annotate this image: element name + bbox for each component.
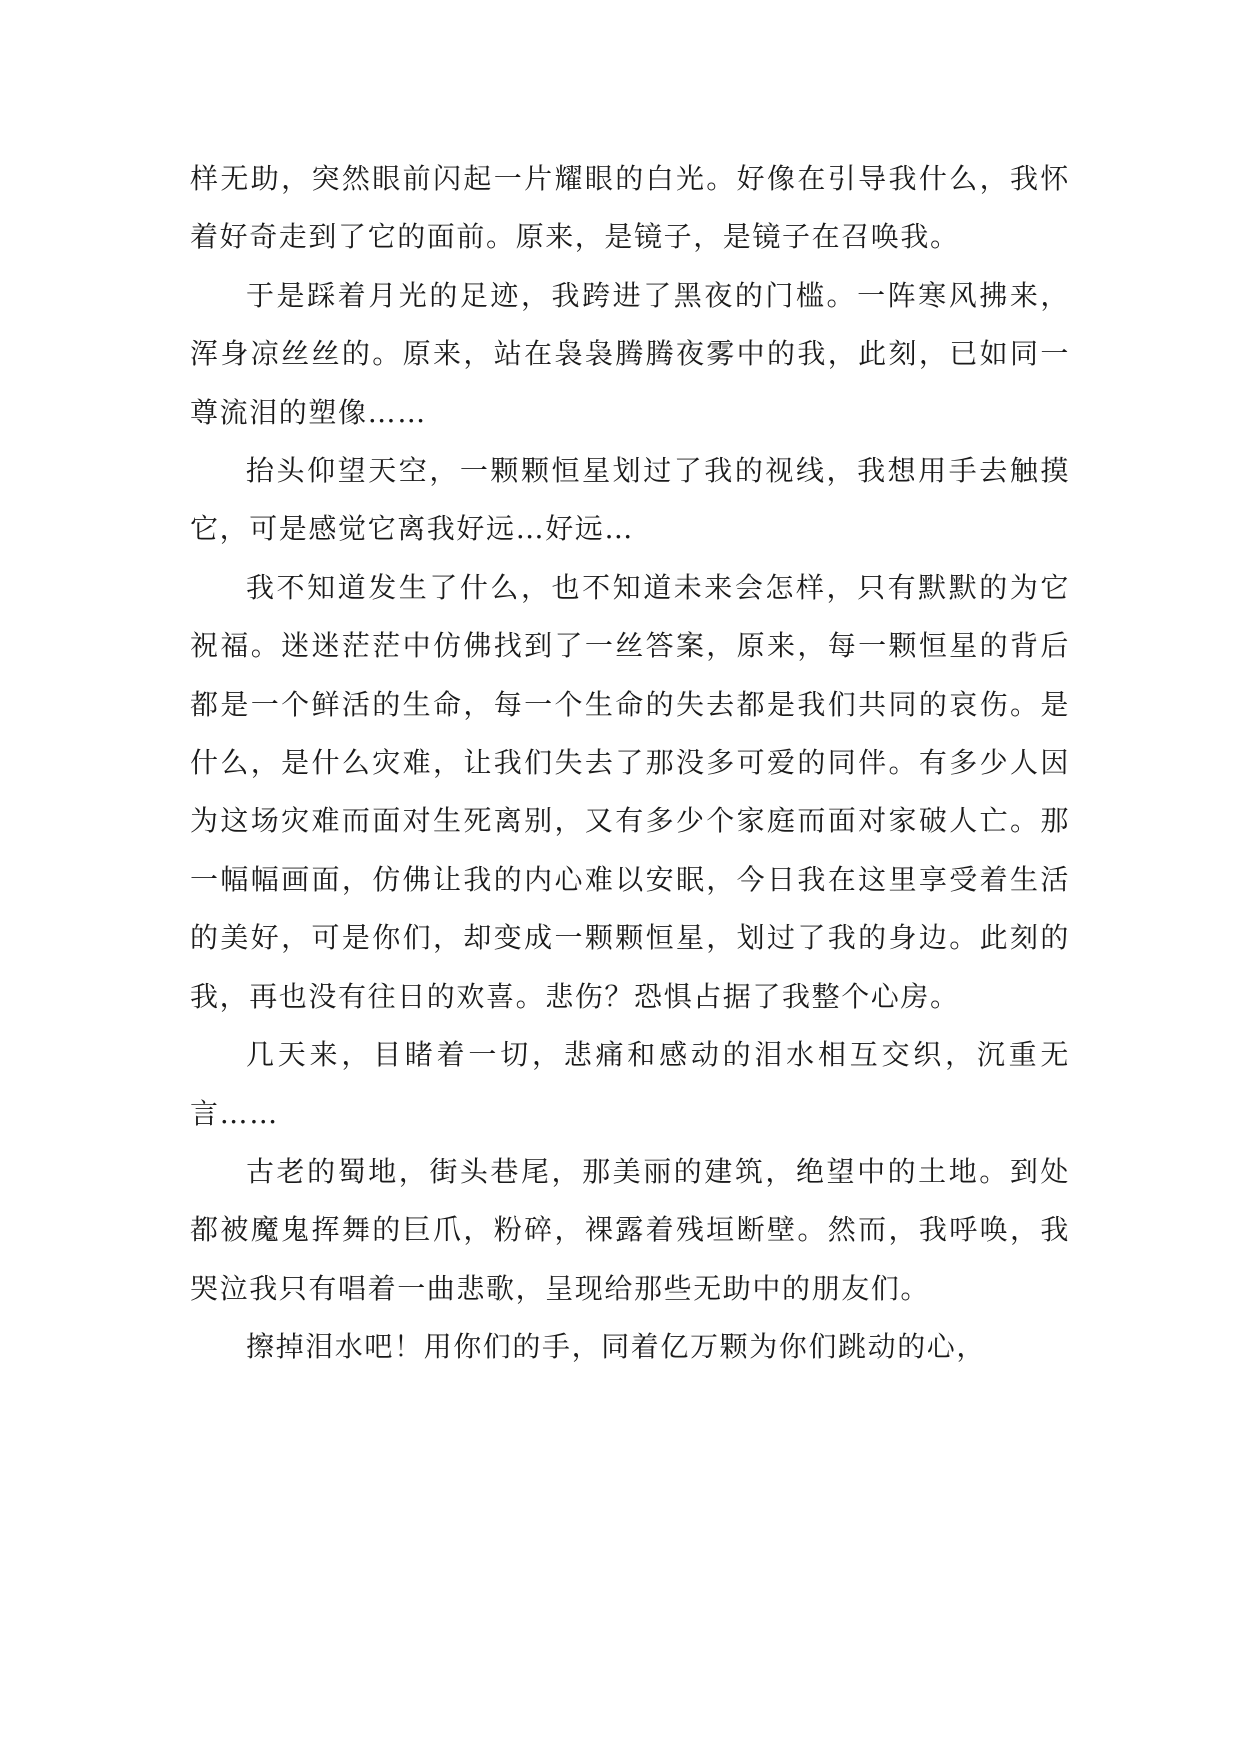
paragraph-1: 样无助，突然眼前闪起一片耀眼的白光。好像在引导我什么，我怀着好奇走到了它的面前。原来，是镜子，是镜子在召唤我。	[190, 162, 1070, 254]
paragraph-7: 擦掉泪水吧！用你们的手，同着亿万颗为你们跳动的心，	[246, 1330, 987, 1364]
paragraph-3: 抬头仰望天空，一颗颗恒星划过了我的视线，我想用手去触摸它，可是感觉它离我好远…好远…	[190, 454, 1070, 546]
paragraph-4: 我不知道发生了什么，也不知道未来会怎样，只有默默的为它祝福。迷迷茫茫中仿佛找到了一丝答案，原来，每一颗恒星的背后都是一个鲜活的生命，每一个生命的失去都是我们共同的哀伤。是什么，是什么灾难，让我们失去了那没多可爱的同伴。有多少人因为这场灾难而面对生死离别，又有多少个家庭而面对家破人亡。那一幅幅画面，仿佛让我的内心难以安眠，今日我在这里享受着生活的美好，可是你们，却变成一颗颗恒星，划过了我的身边。此刻的我，再也没有往日的欢喜。悲伤？恐惧占据了我整个心房。	[190, 570, 1070, 1013]
paragraph-2: 于是踩着月光的足迹，我跨进了黑夜的门槛。一阵寒风拂来，浑身凉丝丝的。原来，站在袅袅腾腾夜雾中的我，此刻，已如同一尊流泪的塑像……	[190, 278, 1070, 429]
document-page	[190, 150, 1070, 1377]
paragraph-5: 几天来，目睹着一切，悲痛和感动的泪水相互交织，沉重无言……	[190, 1038, 1070, 1130]
paragraph-6: 古老的蜀地，街头巷尾，那美丽的建筑，绝望中的土地。到处都被魔鬼挥舞的巨爪，粉碎，裸露着残垣断壁。然而，我呼唤，我哭泣我只有唱着一曲悲歌，呈现给那些无助中的朋友们。	[190, 1154, 1070, 1305]
